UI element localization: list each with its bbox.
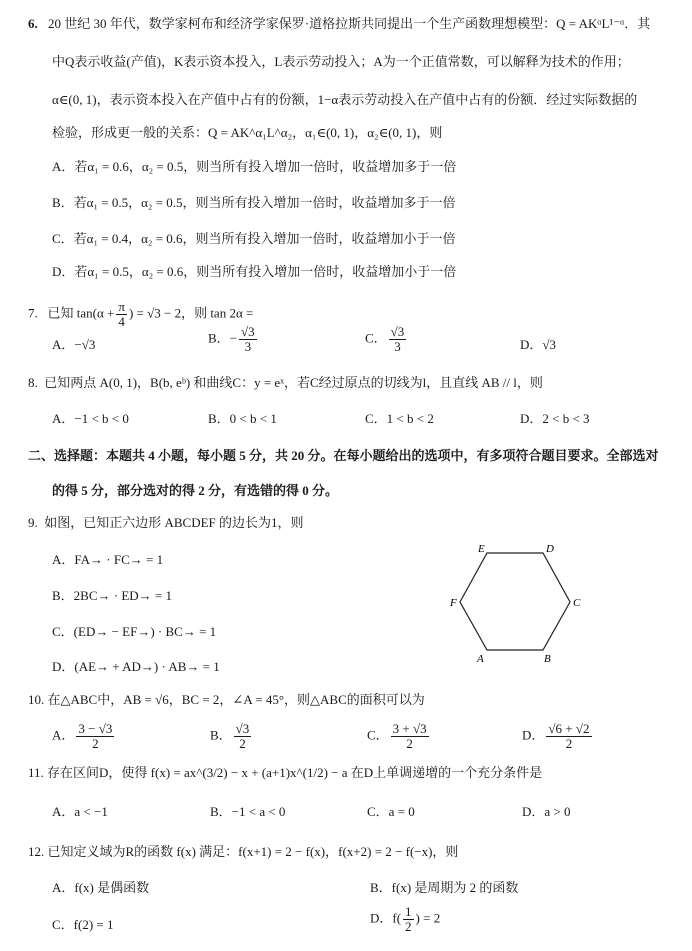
- q6-option-d: D．若α₁ = 0.5，α₂ = 0.6，则当所有投入增加一倍时，收益增加小于一倍: [52, 264, 457, 279]
- vertex-label-a: A: [477, 653, 484, 665]
- question-7-pre: 已知 tan(α +: [47, 305, 115, 321]
- question-6-line-3: α∈(0, 1)，表示资本投入在产值中占有的份额，1−α表示劳动投入在产值中占有的份额．经过实际数据的: [52, 92, 638, 107]
- fraction: [403, 905, 414, 934]
- q11-option-b: B．−1 < a < 0: [210, 804, 286, 819]
- q6-option-a: A．若α₁ = 0.6，α₂ = 0.5，则当所有投入增加一倍时，收益增加多于一倍: [52, 159, 457, 174]
- section-2-heading: 二、选择题：本题共 4 小题，每小题 5 分，共 20 分。在每小题给出的选项中，有多项符合题目要求。全部选对: [28, 448, 659, 463]
- q6-option-c: C．若α₁ = 0.4，α₂ = 0.6，则当所有投入增加一倍时，收益增加小于一倍: [52, 231, 456, 246]
- fraction: [389, 325, 407, 354]
- q9-option-b: B．2BC→ · ED→ = 1: [52, 588, 173, 603]
- vertex-label-d: D: [546, 543, 554, 555]
- fraction: [239, 325, 257, 354]
- option-label: B．−: [208, 330, 238, 346]
- question-11-text: 存在区间D，使得 f(x) = ax^(3/2) − x + (a+1)x^(1/2) − a 在D上单调递增的一个充分条件是: [47, 765, 543, 780]
- numerator: √3: [235, 721, 250, 736]
- q6-option-b: B．若α₁ = 0.5，α₂ = 0.5，则当所有投入增加一倍时，收益增加多于一倍: [52, 195, 456, 210]
- denominator: 2: [565, 736, 573, 751]
- vertex-label-f: F: [450, 597, 457, 609]
- q7-option-a: A．−√3: [52, 337, 96, 352]
- denominator: 2: [405, 919, 412, 934]
- q10-option-b: [210, 722, 253, 751]
- denominator: 3: [394, 339, 401, 354]
- option-label: D．f(: [370, 910, 402, 926]
- q11-option-a: A．a < −1: [52, 804, 108, 819]
- q7-option-b: [208, 325, 259, 354]
- option-label: A．: [52, 727, 75, 743]
- numerator: 3 − √3: [78, 721, 113, 736]
- option-label: D．: [522, 727, 545, 743]
- question-10-number: 10.: [28, 692, 45, 707]
- fraction: [76, 722, 114, 751]
- numerator: √3: [241, 324, 255, 339]
- vertex-label-b: B: [544, 653, 551, 665]
- vertex-label-e: E: [478, 543, 485, 555]
- hexagon-figure: [440, 540, 600, 670]
- section-2-heading-cont: 的得 5 分，部分选对的得 2 分，有选错的得 0 分。: [52, 483, 339, 498]
- denominator: 4: [118, 314, 125, 329]
- fraction: [546, 722, 591, 751]
- question-9-number: 9.: [28, 515, 38, 530]
- question-6-line-2: 中Q表示收益(产值)，K表示资本投入，L表示劳动投入；A为一个正值常数，可以解释为技术的作用；: [52, 54, 630, 69]
- q8-option-b: B．0 < b < 1: [208, 411, 277, 426]
- question-6-line-4: 检验，形成更一般的关系：Q = AK^α₁L^α₂，α₁∈(0, 1)，α₂∈(0, 1)，则: [52, 125, 443, 140]
- q9-option-a: A．FA→ · FC→ = 1: [52, 552, 164, 567]
- fraction: [234, 722, 252, 751]
- numerator: √6 + √2: [548, 721, 590, 736]
- q8-option-a: A．−1 < b < 0: [52, 411, 129, 426]
- question-9: [28, 515, 304, 531]
- q8-option-d: D．2 < b < 3: [520, 411, 590, 426]
- q10-option-a: [52, 722, 116, 751]
- q12-option-c: C．f(2) = 1: [52, 917, 114, 932]
- question-8-number: 8.: [28, 375, 38, 390]
- question-7-post: ) = √3 − 2，则 tan 2α =: [128, 305, 254, 321]
- q12-option-a: A．f(x) 是偶函数: [52, 880, 150, 895]
- question-9-text: 如图，已知正六边形 ABCDEF 的边长为1，则: [44, 515, 304, 530]
- fraction: [391, 722, 429, 751]
- numerator: π: [118, 299, 125, 314]
- question-8: [28, 375, 543, 391]
- question-10-text: 在△ABC中，AB = √6，BC = 2，∠A = 45°，则△ABC的面积可以为: [47, 692, 425, 707]
- option-label: C．: [365, 330, 387, 346]
- denominator: 2: [406, 736, 413, 751]
- question-12-text: 已知定义域为R的函数 f(x) 满足：f(x+1) = 2 − f(x)，f(x+2) = 2 − f(−x)，则: [47, 844, 459, 859]
- q12-option-d: [370, 905, 440, 934]
- q11-option-c: C．a = 0: [367, 804, 415, 819]
- fraction: [116, 300, 127, 329]
- option-text: ) = 2: [415, 910, 441, 926]
- q9-option-d: D．(AE→ + AD→) · AB→ = 1: [52, 659, 220, 674]
- q10-option-c: [367, 722, 431, 751]
- question-11-number: 11.: [28, 765, 44, 780]
- question-7-number: 7.: [28, 305, 38, 321]
- question-6-line-1: 20 世纪 30 年代，数学家柯布和经济学家保罗·道格拉斯共同提出一个生产函数理想模型：Q = AKᵅL¹⁻ᵅ．其: [48, 16, 651, 31]
- question-12-number: 12.: [28, 844, 45, 859]
- hexagon-shape: [460, 553, 570, 650]
- q12-option-b: B．f(x) 是周期为 2 的函数: [370, 880, 519, 895]
- vertex-label-c: C: [573, 597, 581, 609]
- denominator: 2: [239, 736, 246, 751]
- denominator: 3: [244, 339, 252, 354]
- question-6-number: 6.: [28, 16, 38, 31]
- numerator: √3: [390, 324, 405, 339]
- option-label: C．: [367, 727, 389, 743]
- q7-option-c: [365, 325, 408, 354]
- denominator: 2: [92, 736, 99, 751]
- numerator: 1: [405, 904, 412, 919]
- q11-option-d: D．a > 0: [522, 804, 571, 819]
- q7-option-d: D．√3: [520, 337, 557, 352]
- question-11: [28, 765, 542, 781]
- question-10: [28, 692, 425, 708]
- q9-option-c: C．(ED→ − EF→) · BC→ = 1: [52, 624, 217, 639]
- question-12: [28, 844, 458, 860]
- q8-option-c: C．1 < b < 2: [365, 411, 434, 426]
- q10-option-d: [522, 722, 594, 751]
- question-8-text: 已知两点 A(0, 1)，B(b, eᵇ) 和曲线C：y = eˣ，若C经过原点的切线为l，且直线 AB // l，则: [44, 375, 543, 390]
- numerator: 3 + √3: [392, 721, 427, 736]
- option-label: B．: [210, 727, 232, 743]
